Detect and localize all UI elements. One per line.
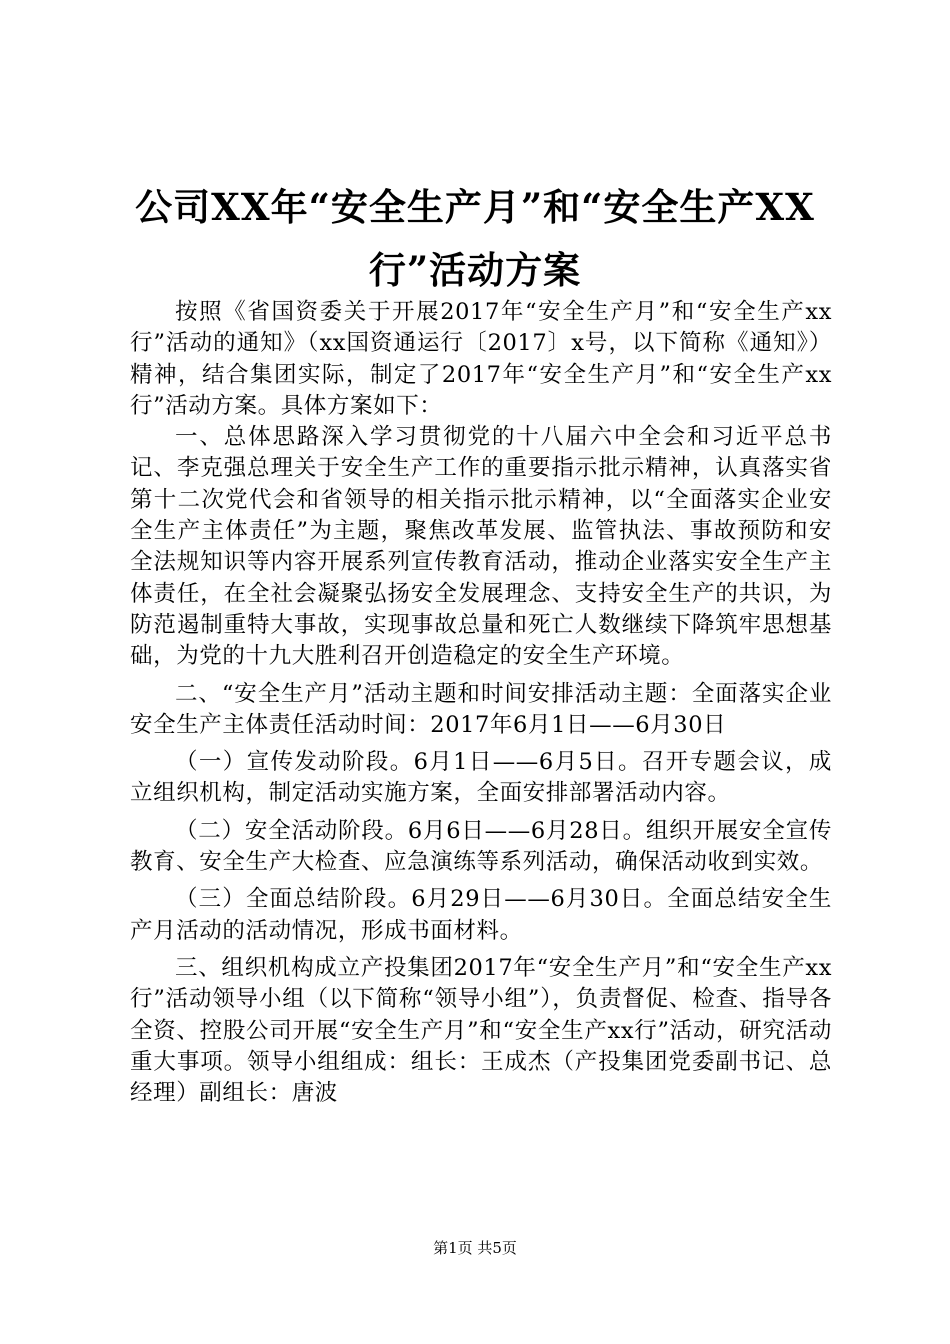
paragraph-section-2: 二、“安全生产月”活动主题和时间安排活动主题：全面落实企业安全生产主体责任活动时间：2017年6月1日——6月30日 xyxy=(130,680,832,738)
paragraph-section-1: 一、总体思路深入学习贯彻党的十八届六中全会和习近平总书记、李克强总理关于安全生产工作的重要指示批示精神，认真落实省第十二次党代会和省领导的相关指示批示精神，以“全面落实企业安全生产主体责任”为主题，聚焦改革发展、监管执法、事故预防和安全法规知识等内容开展系列宣传教育活动，推动企业落实安全生产主体责任，在全社会凝聚弘扬安全发展理念、支持安全生产的共识，为防范遏制重特大事故，实现事故总量和死亡人数继续下降筑牢思想基础，为党的十九大胜利召开创造稳定的安全生产环境。 xyxy=(130,424,832,670)
document-title: 公司XX年“安全生产月”和“安全生产XX行”活动方案 xyxy=(135,185,815,292)
paragraph-section-3: 三、组织机构成立产投集团2017年“安全生产月”和“安全生产xx行”活动领导小组（以下简称“领导小组”），负责督促、检查、指导各全资、控股公司开展“安全生产月”和“安全生产xx行”活动，研究活动重大事项。领导小组组成：组长：王成杰（产投集团党委副书记、总经理）副组长：唐波 xyxy=(130,954,832,1107)
paragraph-stage-1: （一）宣传发动阶段。6月1日——6月5日。召开专题会议，成立组织机构，制定活动实施方案，全面安排部署活动内容。 xyxy=(130,749,832,807)
page-number-footer: 第1页 共5页 xyxy=(433,1239,517,1257)
paragraph-intro: 按照《省国资委关于开展2017年“安全生产月”和“安全生产xx行”活动的通知》（xx国资通运行〔2017〕x号，以下简称《通知》）精神，结合集团实际，制定了2017年“安全生产月”和“安全生产xx行”活动方案。具体方案如下： xyxy=(130,299,832,419)
paragraph-stage-3: （三）全面总结阶段。6月29日——6月30日。全面总结安全生产月活动的活动情况，形成书面材料。 xyxy=(130,886,832,944)
document-body xyxy=(130,297,832,1109)
paragraph-stage-2: （二）安全活动阶段。6月6日——6月28日。组织开展安全宣传教育、安全生产大检查、应急演练等系列活动，确保活动收到实效。 xyxy=(130,817,832,876)
